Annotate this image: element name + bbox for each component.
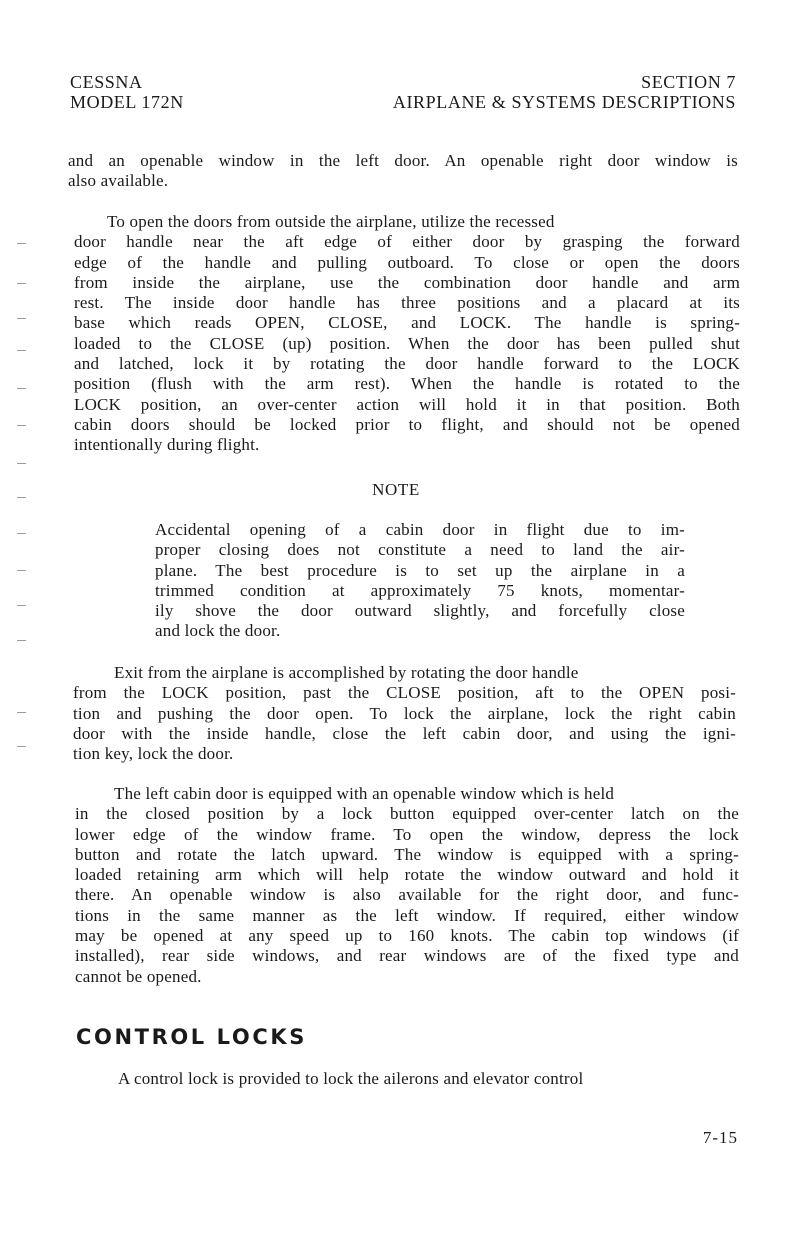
note-body [155, 520, 685, 642]
text-line: there. An openable window is also available for the right door, and func- [75, 885, 739, 905]
text-line: from the LOCK position, past the CLOSE position, aft to the OPEN posi- [73, 683, 736, 703]
text-line: rest. The inside door handle has three positions and a placard at its [74, 293, 740, 313]
text-line: loaded retaining arm which will help rotate the window outward and hold it [75, 865, 739, 885]
text-line: tions in the same manner as the left window. If required, either window [75, 905, 739, 925]
paragraph-control-locks [118, 1069, 738, 1089]
margin-mark [17, 463, 26, 464]
paragraph-window [75, 784, 739, 987]
margin-mark [17, 350, 26, 351]
margin-mark [17, 570, 26, 571]
text-line: in the closed position by a lock button equipped over-center latch on the [75, 804, 739, 824]
text-line: also available. [68, 171, 169, 191]
text-line: tion and pushing the door open. To lock the airplane, lock the right cabin [73, 703, 736, 723]
margin-mark [17, 283, 26, 284]
text-line: and lock the door. [155, 621, 281, 641]
text-line: cabin doors should be locked prior to flight, and should not be opened [74, 414, 740, 434]
paragraph-door-operation [74, 212, 740, 456]
paragraph-exit [73, 663, 736, 764]
header-section: SECTION 7 [641, 72, 736, 92]
text-line: from inside the airplane, use the combination door handle and arm [74, 272, 740, 292]
paragraph-window-intro [68, 151, 738, 192]
text-line: position (flush with the arm rest). When the handle is rotated to the [74, 374, 740, 394]
note-title: NOTE [372, 480, 420, 499]
text-line: may be opened at any speed up to 160 knots. The cabin top windows (if [75, 926, 739, 946]
margin-mark [17, 605, 26, 606]
text-line: loaded to the CLOSE (up) position. When the door has been pulled shut [74, 333, 740, 353]
text-line: ily shove the door outward slightly, and forcefully close [155, 601, 685, 621]
text-line: LOCK position, an over-center action will hold it in that position. Both [74, 394, 740, 414]
text-line: A control lock is provided to lock the ailerons and elevator control [118, 1069, 584, 1088]
header-section-title: AIRPLANE & SYSTEMS DESCRIPTIONS [392, 92, 736, 112]
margin-mark [17, 712, 26, 713]
text-line: lower edge of the window frame. To open the window, depress the lock [75, 824, 739, 844]
text-line: cannot be opened. [75, 966, 202, 986]
text-line: button and rotate the latch upward. The window is equipped with a spring- [75, 844, 739, 864]
section-heading: CONTROL LOCKS [76, 1025, 307, 1049]
text-line: Accidental opening of a cabin door in flight due to im- [155, 520, 685, 539]
margin-mark [17, 388, 26, 389]
margin-mark [17, 533, 26, 534]
text-line: base which reads OPEN, CLOSE, and LOCK. The handle is spring- [74, 313, 740, 333]
margin-mark [17, 746, 26, 747]
text-line: door handle near the aft edge of either door by grasping the forward [74, 232, 740, 252]
header-model: MODEL 172N [70, 92, 184, 112]
text-line: and latched, lock it by rotating the door handle forward to the LOCK [74, 354, 740, 374]
header-manufacturer: CESSNA [70, 72, 143, 92]
margin-mark [17, 497, 26, 498]
text-line: tion key, lock the door. [73, 744, 234, 764]
margin-mark [17, 425, 26, 426]
text-line: installed), rear side windows, and rear windows are of the fixed type and [75, 946, 739, 966]
text-line: and an openable window in the left door. An openable right door window is [68, 151, 738, 170]
text-line: door with the inside handle, close the left cabin door, and using the igni- [73, 723, 736, 743]
margin-mark [17, 318, 26, 319]
text-line: The left cabin door is equipped with an openable window which is held [114, 784, 615, 803]
text-line: To open the doors from outside the airplane, utilize the recessed [107, 212, 555, 231]
text-line: proper closing does not constitute a need to land the air- [155, 540, 685, 560]
margin-mark [17, 640, 26, 641]
text-line: trimmed condition at approximately 75 knots, momentar- [155, 580, 685, 600]
text-line: edge of the handle and pulling outboard. To close or open the doors [74, 252, 740, 272]
page-number: 7-15 [702, 1128, 738, 1147]
text-line: intentionally during flight. [74, 435, 260, 455]
margin-mark [17, 243, 26, 244]
text-line: Exit from the airplane is accomplished by rotating the door handle [114, 663, 579, 682]
text-line: plane. The best procedure is to set up the airplane in a [155, 560, 685, 580]
